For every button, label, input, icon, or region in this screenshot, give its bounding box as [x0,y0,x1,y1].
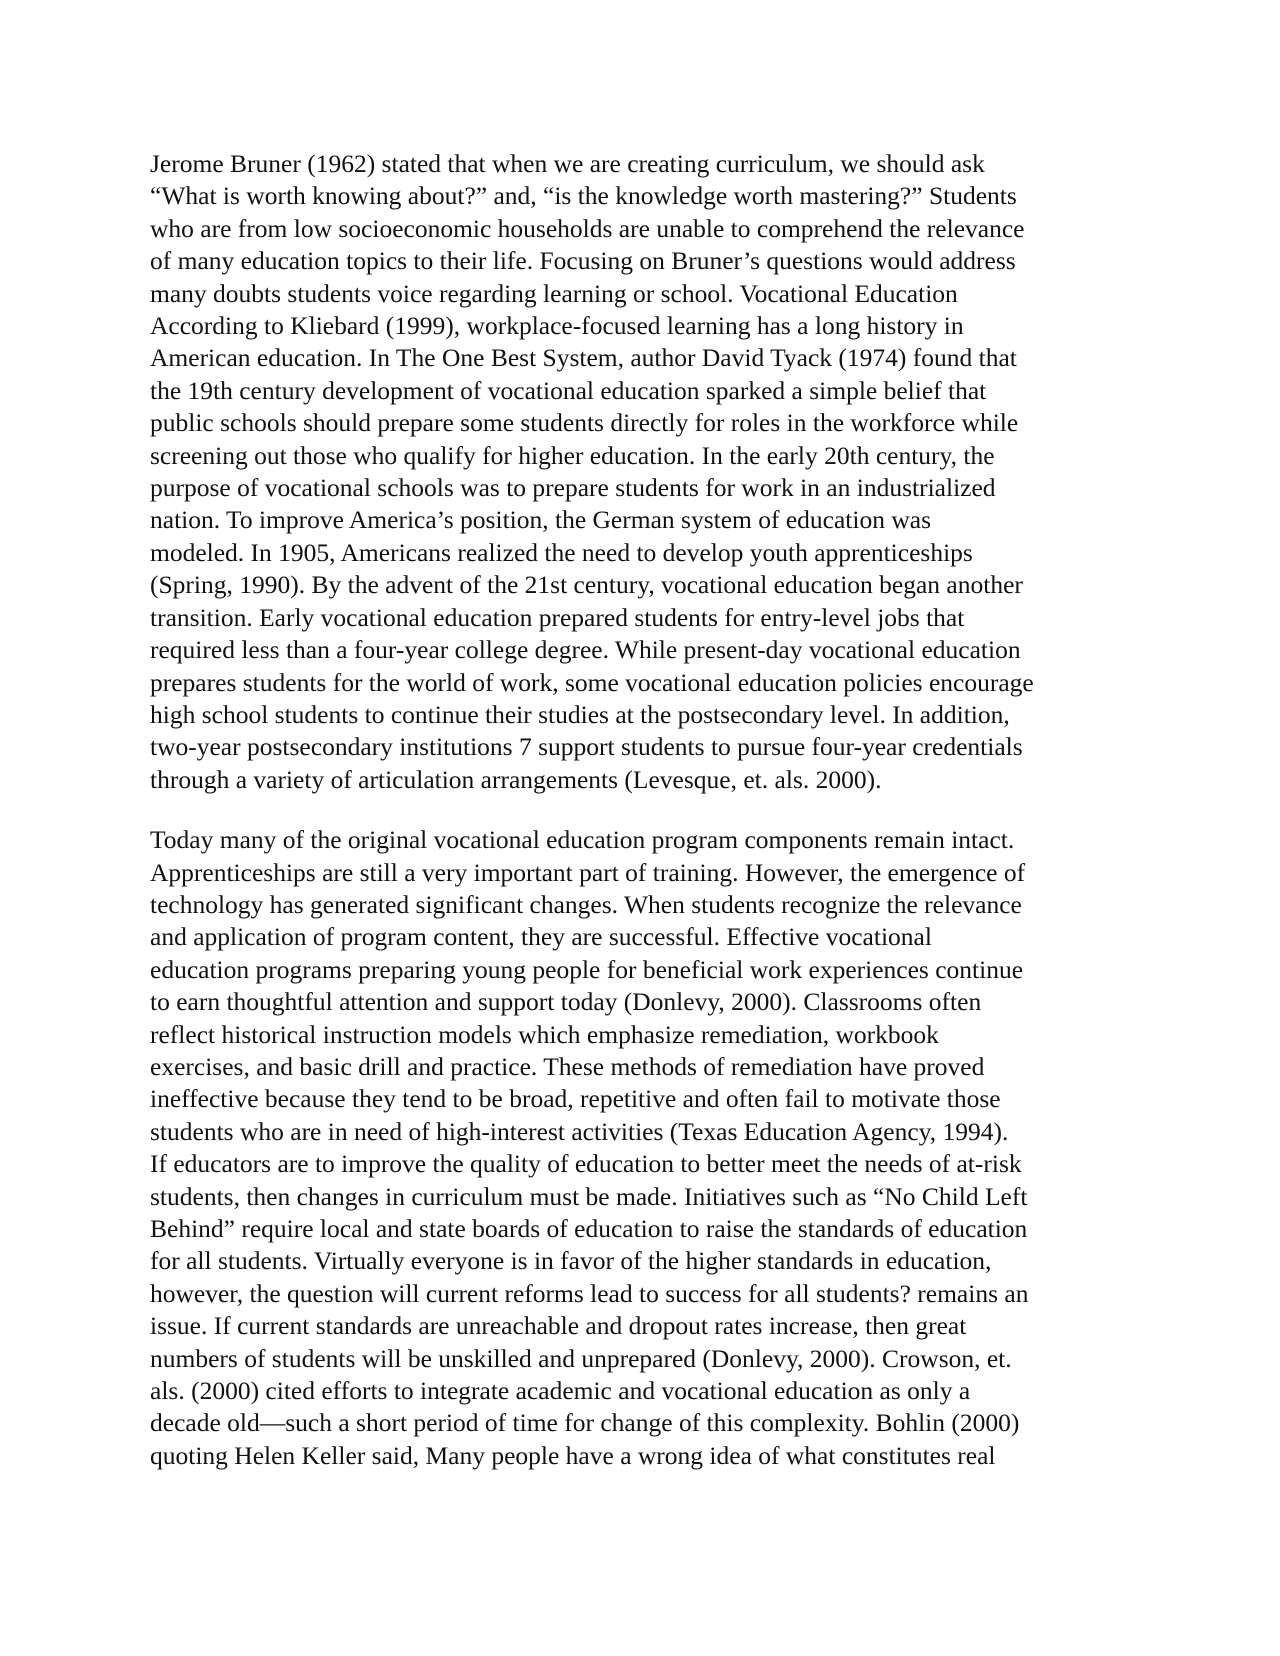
text-line: of many education topics to their life. Focusing on Bruner’s questions would address [150,246,1016,276]
text-line: American education. In The One Best System, author David Tyack (1974) found that [150,343,1017,373]
text-line: however, the question will current reforms lead to success for all students? remains an [150,1278,1029,1308]
text-line: issue. If current standards are unreachable and dropout rates increase, then great [150,1311,967,1341]
text-line: who are from low socioeconomic households are unable to comprehend the relevance [150,213,1025,243]
text-line: public schools should prepare some students directly for roles in the workforce while [150,408,1019,438]
text-line: students, then changes in curriculum must be made. Initiatives such as “No Child Left [150,1181,1028,1211]
text-line: Apprenticeships are still a very important part of training. However, the emergence of [150,857,1026,887]
text-line: quoting Helen Keller said, Many people have a wrong idea of what constitutes real [150,1440,996,1470]
text-line: Today many of the original vocational education program components remain intact. [150,825,1015,855]
text-line: high school students to continue their studies at the postsecondary level. In addition, [150,699,1010,729]
text-line: education programs preparing young people for beneficial work experiences continue [150,954,1024,984]
text-line: two-year postsecondary institutions 7 support students to pursue four-year credentials [150,732,1023,762]
text-line: nation. To improve America’s position, the German system of education was [150,505,931,535]
text-line: technology has generated significant changes. When students recognize the relevance [150,889,1022,919]
text-line: numbers of students will be unskilled and unprepared (Donlevy, 2000). Crowson, et. [150,1343,1012,1373]
text-line: many doubts students voice regarding learning or school. Vocational Education [150,278,958,308]
text-line: decade old—such a short period of time for change of this complexity. Bohlin (2000) [150,1408,1020,1438]
text-line: According to Kliebard (1999), workplace-focused learning has a long history in [150,311,964,341]
text-line: screening out those who qualify for higher education. In the early 20th century, the [150,440,995,470]
text-line: modeled. In 1905, Americans realized the need to develop youth apprenticeships [150,537,973,567]
text-line: required less than a four-year college degree. While present-day vocational education [150,635,1021,665]
text-line: als. (2000) cited efforts to integrate academic and vocational education as only a [150,1376,971,1406]
text-line: (Spring, 1990). By the advent of the 21st century, vocational education began another [150,570,1023,600]
text-line: ineffective because they tend to be broad, repetitive and often fail to motivate those [150,1084,1001,1114]
text-line: through a variety of articulation arrangements (Levesque, et. als. 2000). [150,764,882,794]
text-line: purpose of vocational schools was to prepare students for work in an industrialized [150,473,996,503]
text-line: for all students. Virtually everyone is in favor of the higher standards in education, [150,1246,992,1276]
text-line: students who are in need of high-interest activities (Texas Education Agency, 1994). [150,1116,1009,1146]
text-line: Behind” require local and state boards of education to raise the standards of education [150,1214,1028,1243]
text-line: If educators are to improve the quality of education to better meet the needs of at-risk [150,1149,1022,1179]
text-line: and application of program content, they are successful. Effective vocational [150,922,932,952]
paragraph-2 [150,824,1150,1472]
paragraph-1 [150,148,1150,796]
body-text [150,148,1150,1472]
text-line: prepares students for the world of work, some vocational education policies encourage [150,667,1034,697]
text-line: exercises, and basic drill and practice. These methods of remediation have proved [150,1051,985,1081]
text-line: the 19th century development of vocational education sparked a simple belief that [150,375,987,405]
text-line: to earn thoughtful attention and support today (Donlevy, 2000). Classrooms often [150,987,982,1017]
text-line: reflect historical instruction models which emphasize remediation, workbook [150,1019,939,1049]
text-line: transition. Early vocational education prepared students for entry-level jobs that [150,602,965,632]
text-line: Jerome Bruner (1962) stated that when we are creating curriculum, we should ask [150,149,985,178]
text-line: “What is worth knowing about?” and, “is the knowledge worth mastering?” Students [150,181,1017,211]
